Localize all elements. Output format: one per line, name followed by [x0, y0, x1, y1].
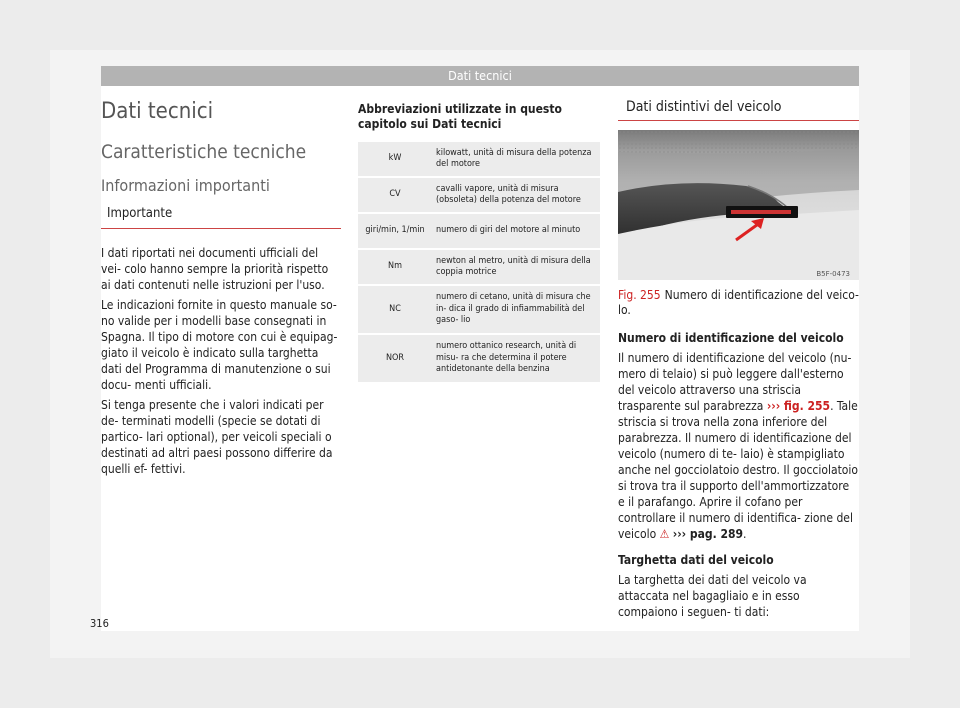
chapter-title: Dati tecnici	[101, 99, 214, 124]
table-cell-desc: numero di cetano, unità di misura che in- dica il grado di infiammabilità del gaso- lio	[432, 286, 600, 333]
table-cell-desc: numero di giri del motore al minuto	[432, 214, 600, 248]
figure-label: Fig. 255	[618, 288, 661, 302]
table-row	[358, 335, 600, 382]
table-cell-desc: newton al metro, unità di misura della coppia motrice	[432, 250, 600, 284]
table-cell-abbr: NOR	[358, 335, 432, 382]
table-title: Abbreviazioni utilizzate in questo capitolo sui Dati tecnici	[358, 102, 562, 131]
table-cell-abbr: CV	[358, 178, 432, 212]
left-column	[101, 98, 341, 477]
text-run: .	[742, 527, 747, 541]
paragraph	[618, 350, 859, 542]
vehicle-data-text	[618, 330, 859, 620]
table-cell-abbr: NC	[358, 286, 432, 333]
table-cell-desc: cavalli vapore, unità di misura (obsoleta) della potenza del motore	[432, 178, 600, 212]
chapter-header: Dati tecnici	[101, 66, 859, 86]
table-cell-desc: numero ottanico research, unità di misu- ra che determina il potere antidetonante della benzina	[432, 335, 600, 382]
subheading: Numero di identificazione del veicolo	[618, 331, 844, 345]
subsection-title: Informazioni importanti	[101, 176, 270, 195]
subheading: Targhetta dati del veicolo	[618, 553, 774, 567]
paragraph: Si tenga presente che i valori indicati per de- terminati modelli (specie se dotati di partico- lari optional), per veicoli speciali o destinati ad altri paesi possono differire da quelli ef- fettivi.	[101, 398, 333, 476]
windshield-vin-figure	[618, 130, 859, 280]
text-run: . Tale striscia si trova nella zona inferiore del parabrezza. Il numero di identificazione del veicolo (numero di te- laio) è stampigliato anche nel gocciolatoio destro. Il gocciolatoio si trova tra il supporto dell'ammortizzatore e il parafango. Aprire il cofano per controllare il numero di identifica- zione del veicolo	[618, 399, 859, 541]
section-title: Caratteristiche tecniche	[101, 141, 307, 163]
table-row	[358, 250, 600, 284]
middle-column	[358, 102, 600, 384]
table-row	[358, 286, 600, 333]
paragraph: I dati riportati nei documenti ufficiali del vei- colo hanno sempre la priorità rispetto ai dati contenuti nelle istruzioni per l'uso.	[101, 246, 329, 292]
topic-title: Importante	[101, 206, 341, 229]
paragraph: La targhetta dei dati del veicolo va attaccata nel bagagliaio e in esso compaiono i seguen- ti dati:	[618, 573, 807, 619]
table-cell-abbr: giri/min, 1/min	[358, 214, 432, 248]
table-cell-desc: kilowatt, unità di misura della potenza del motore	[432, 142, 600, 176]
table-cell-abbr: Nm	[358, 250, 432, 284]
warning-icon: ⚠	[659, 527, 670, 541]
figure-caption	[618, 288, 859, 318]
figure-reference-link[interactable]: ››› fig. 255	[766, 399, 831, 413]
section-title: Dati distintivi del veicolo	[618, 98, 859, 121]
table-row	[358, 142, 600, 176]
page-number: 316	[90, 617, 109, 630]
table-cell-abbr: kW	[358, 142, 432, 176]
text-run: Il numero di identificazione del veicolo (nu- mero di telaio) si può leggere dall'esterno del veicolo attraverso una striscia trasparente sul parabrezza	[618, 351, 852, 413]
figure-code: B5F-0473	[816, 270, 850, 278]
page-reference-link[interactable]: ››› pag. 289	[672, 527, 743, 541]
figure-caption-text: Numero di identificazione del veico- lo.	[618, 288, 859, 317]
right-column	[618, 98, 859, 619]
paragraph: Le indicazioni fornite in questo manuale so- no valide per i modelli base consegnati in Spagna. Il tipo di motore con cui è equipag- giato il veicolo è indicato sulla targhetta dati del Programma di manutenzione o sui docu- menti ufficiali.	[101, 298, 338, 392]
abbreviations-table	[358, 140, 600, 384]
table-row	[358, 178, 600, 212]
windshield-illustration	[618, 130, 859, 280]
table-row	[358, 214, 600, 248]
